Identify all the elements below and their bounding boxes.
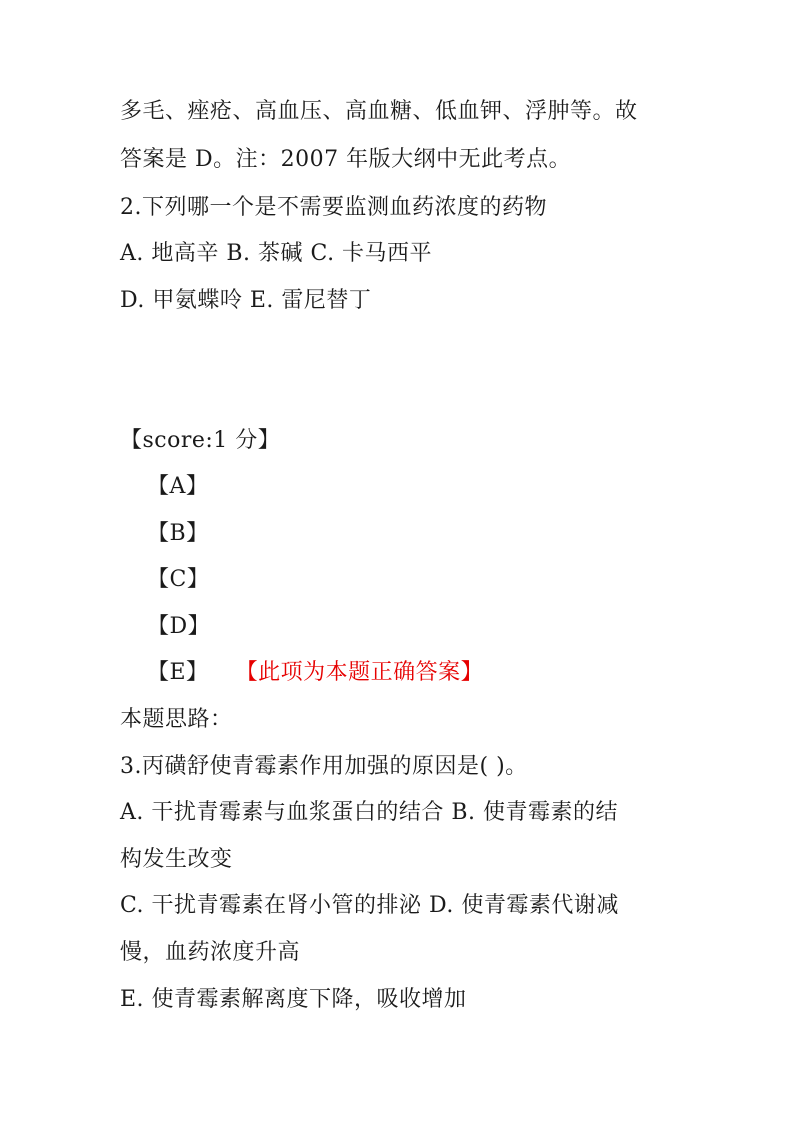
intro-line-1: 多毛、痤疮、高血压、高血糖、低血钾、浮肿等。故 bbox=[120, 99, 638, 124]
question-3-line-1: A. 干扰青霉素与血浆蛋白的结合 B. 使青霉素的结 bbox=[120, 800, 619, 825]
question-2-options-line-2: D. 甲氨蝶呤 E. 雷尼替丁 bbox=[120, 288, 372, 313]
question-3-line-4: 慢，血药浓度升高 bbox=[120, 940, 301, 965]
choice-b: 【B】 bbox=[147, 521, 209, 546]
choice-d: 【D】 bbox=[147, 614, 211, 639]
question-3-line-2: 构发生改变 bbox=[120, 847, 233, 872]
choice-e: 【E】 bbox=[147, 660, 209, 685]
choice-e-row bbox=[147, 658, 483, 688]
score-label: 【score:1 分】 bbox=[120, 428, 281, 453]
thinking-label: 本题思路： bbox=[120, 707, 233, 732]
question-3-line-3: C. 干扰青霉素在肾小管的排泌 D. 使青霉素代谢减 bbox=[120, 893, 619, 918]
correct-answer-marker: 【此项为本题正确答案】 bbox=[246, 660, 484, 685]
question-3-line-5: E. 使青霉素解离度下降，吸收增加 bbox=[120, 987, 467, 1012]
question-2-stem: 2.下列哪一个是不需要监测血药浓度的药物 bbox=[120, 195, 547, 220]
choice-c: 【C】 bbox=[147, 567, 210, 592]
question-3-stem: 3.丙磺舒使青霉素作用加强的原因是( )。 bbox=[120, 754, 528, 779]
choice-a: 【A】 bbox=[147, 474, 209, 499]
intro-line-2: 答案是 D。注：2007 年版大纲中无此考点。 bbox=[120, 147, 572, 172]
question-2-options-line-1: A. 地高辛 B. 茶碱 C. 卡马西平 bbox=[120, 241, 433, 266]
